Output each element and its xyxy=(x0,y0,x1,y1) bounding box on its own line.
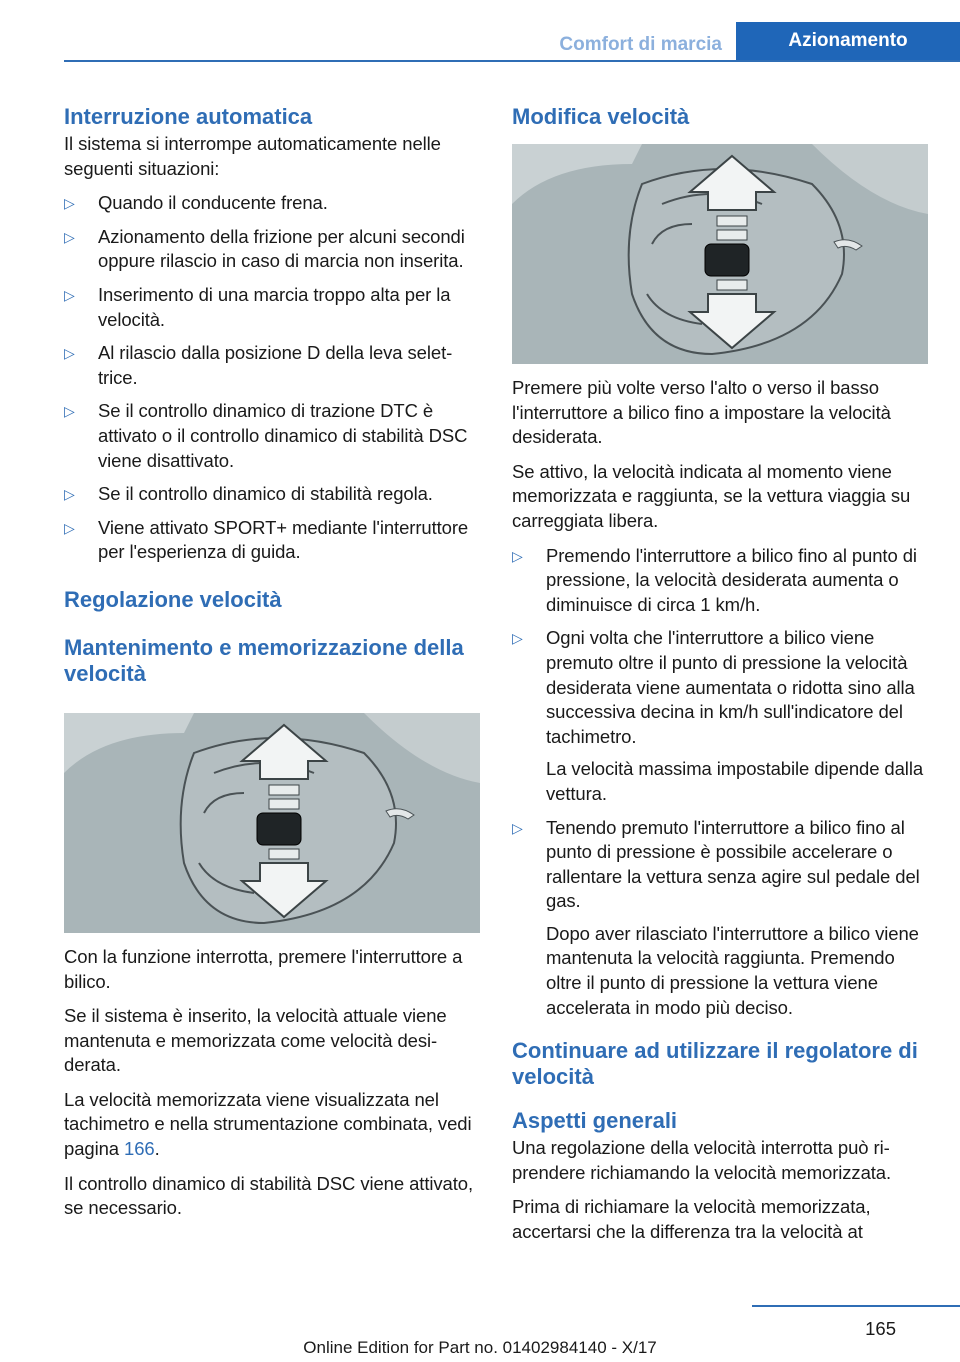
rocker-switch-diagram xyxy=(512,144,928,364)
list-item: ▷ Se il controllo dinamico di trazione DTC è attivato o il controllo dinamico di stabilità DSC viene disattivato. xyxy=(64,400,468,471)
speed-adjust-list xyxy=(512,544,928,1021)
list-item: ▷ Al rilascio dalla posizione D della leva selettrice. xyxy=(64,342,453,388)
header-section: Comfort di marcia xyxy=(559,34,722,55)
triangle-right-icon: ▷ xyxy=(64,486,75,503)
header-rule xyxy=(64,60,960,62)
triangle-right-icon: ▷ xyxy=(512,630,523,647)
paragraph-speed-stored: Se il sistema è inserito, la velocità attuale viene mantenuta e memorizzata come velocità desiderata. xyxy=(64,1005,447,1076)
heading-aspetti-generali: Aspetti generali xyxy=(512,1108,678,1134)
heading-regolazione-velocita: Regolazione velocità xyxy=(64,586,282,612)
triangle-right-icon: ▷ xyxy=(64,403,75,420)
triangle-right-icon: ▷ xyxy=(512,819,523,836)
left-column xyxy=(64,104,480,1221)
page-link-166[interactable]: 166 xyxy=(124,1138,155,1160)
heading-mantenimento: Mantenimento e memorizzazione della velocità xyxy=(64,634,464,686)
header-chapter-tab: Azionamento xyxy=(736,22,960,60)
list-item: ▷ Viene attivato SPORT+ mediante l'interruttore per l'esperienza di guida. xyxy=(64,516,469,563)
right-column xyxy=(512,104,928,1245)
paragraph-dsc: Il controllo dinamico di stabilità DSC viene attivato, se necessario. xyxy=(64,1172,473,1219)
footer-rule xyxy=(752,1305,960,1307)
paragraph-press-repeatedly: Premere più volte verso l'alto o verso il basso l'interruttore a bilico fino a impostare la velocità desiderata. xyxy=(512,377,891,448)
paragraph-if-active: Se attivo, la velocità indicata al momento viene memorizzata e raggiunta, se la vettura viaggia su carreggiata libera. xyxy=(512,460,911,531)
page-number: 165 xyxy=(865,1318,896,1339)
paragraph-resume: Una regolazione della velocità interrotta può riprendere richiamando la velocità memorizzata. xyxy=(512,1137,892,1183)
triangle-right-icon: ▷ xyxy=(512,547,523,564)
auto-interrupt-list xyxy=(64,191,480,565)
heading-interruzione-automatica: Interruzione automatica xyxy=(64,104,313,129)
triangle-right-icon: ▷ xyxy=(64,228,75,245)
list-item: ▷ Inserimento di una marcia troppo alta per la velocità. xyxy=(64,283,451,330)
triangle-right-icon: ▷ xyxy=(64,195,75,212)
paragraph-before-recall: Prima di richiamare la velocità memorizzata, accertarsi che la differenza tra la velocità at xyxy=(512,1196,871,1243)
paragraph-press-rocker: Con la funzione interrotta, premere l'interruttore a bilico. xyxy=(64,945,463,992)
triangle-right-icon: ▷ xyxy=(64,345,75,362)
steering-wheel-illustration xyxy=(512,144,928,364)
rocker-switch-diagram xyxy=(64,713,480,933)
paragraph-speed-displayed: La velocità memorizzata viene visualizzata nel tachimetro e nella strumentazione combinata, vedi pagina 166. xyxy=(64,1088,472,1160)
heading-modifica-velocita: Modifica velocità xyxy=(512,104,690,129)
list-item: ▷ Tenendo premuto l'interruttore a bilico fino al punto di pressione è possibile accelerare o rallentare la vettura senza agire sul pedale del gas. Dopo aver rilasciato l'interruttore a bilico viene mantenuta la velocità raggiunta. Premendo oltre il punto di pressione la vettura viene accelerata in modo più deciso. xyxy=(512,816,920,1018)
triangle-right-icon: ▷ xyxy=(64,519,75,536)
steering-wheel-illustration xyxy=(64,713,480,933)
paragraph-auto-intro: Il sistema si interrompe automaticamente nelle seguenti situazioni: xyxy=(64,133,441,179)
heading-continuare: Continuare ad utilizzare il regolatore di velocità xyxy=(512,1038,918,1090)
list-item: ▷ Azionamento della frizione per alcuni secondi oppure rilascio in caso di marcia non inserita. xyxy=(64,225,465,272)
list-item: ▷ Se il controllo dinamico di stabilità regola. xyxy=(64,482,480,507)
list-item: ▷ Premendo l'interruttore a bilico fino al punto di pressione, la velocità desiderata aumenta o diminuisce di circa 1 km/h. xyxy=(512,544,917,615)
list-item: ▷ Ogni volta che l'interruttore a bilico viene premuto oltre il punto di pressione la velocità desiderata viene aumentata o ridotta sino alla successiva decina in km/h sull'indicatore del tachimetro. La velocità massima impostabile dipende dalla vettura. xyxy=(512,627,924,804)
triangle-right-icon: ▷ xyxy=(64,286,75,303)
edition-watermark: Online Edition for Part no. 01402984140 - X/17 xyxy=(303,1338,657,1357)
list-item: ▷ Quando il conducente frena. xyxy=(64,191,480,216)
